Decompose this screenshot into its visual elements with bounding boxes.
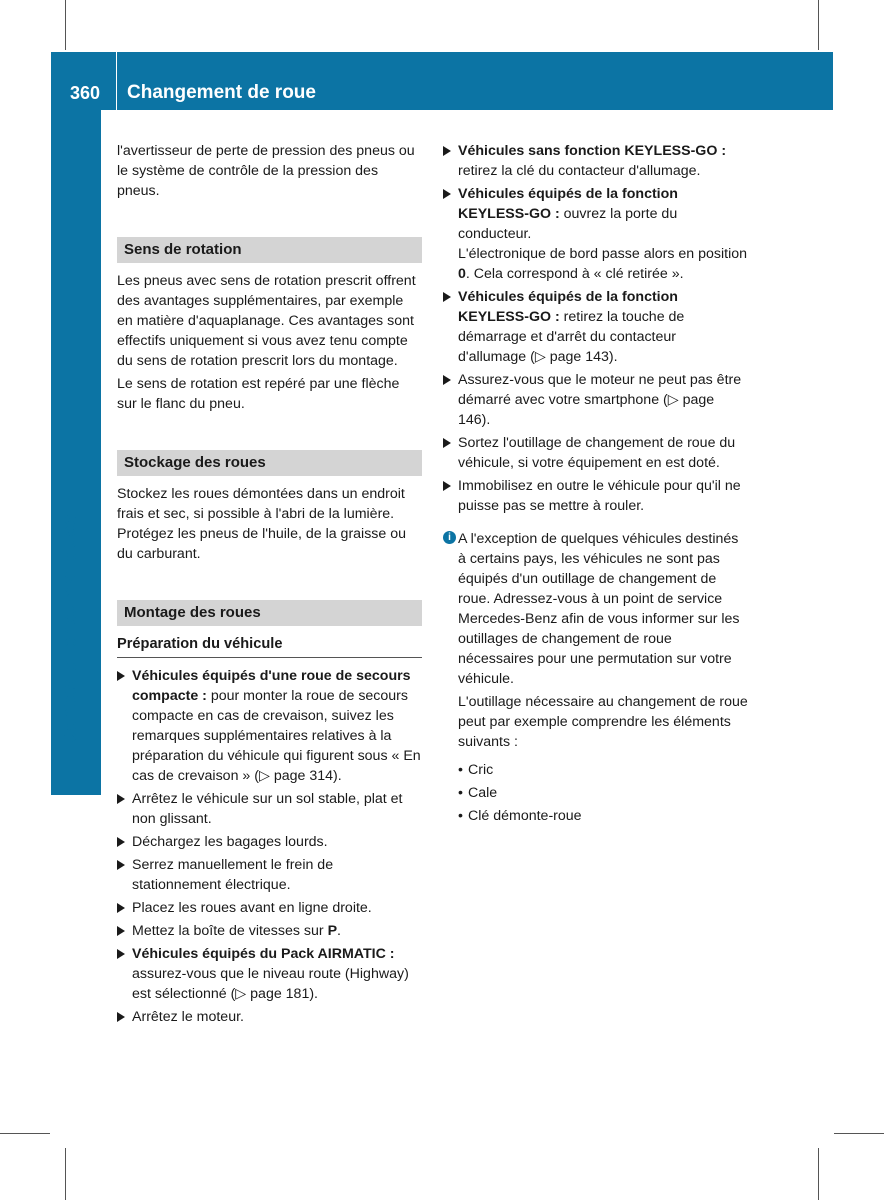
step-text: Immobilisez en outre le véhicule pour qu'il ne puisse pas se mettre à rouler. [458,478,741,514]
right-column [443,141,748,829]
step-bold: Véhicules équipés d'une roue de secours compacte : [132,668,411,704]
step-text: retirez la touche de démarrage et d'arrêt du contacteur d'allumage (▷ page 143). [458,309,685,365]
crop-mark [0,1133,50,1134]
step-item [443,184,748,284]
step-arrow-icon [117,903,125,913]
intro-paragraph: l'avertisseur de perte de pression des pneus ou le système de contrôle de la pression des pneus. [117,143,415,199]
section-heading: Sens de rotation [117,237,422,263]
crop-mark [818,0,819,50]
step-item [117,898,422,918]
step-arrow-icon [117,837,125,847]
step-arrow-icon [117,860,125,870]
step-item [117,855,422,895]
crop-mark [65,0,66,50]
tool-list [443,760,748,826]
step-item [117,832,422,852]
step-arrow-icon [117,1012,125,1022]
step-text: Mettez la boîte de vitesses sur [132,923,328,939]
paragraph: Stockez les roues démontées dans un endroit frais et sec, si possible à l'abri de la lumière. Protégez les pneus de l'huile, de la graisse ou du carburant. [117,486,407,562]
side-tab-label: Jantes et pneumatiques [59,514,81,742]
step-text: . Cela correspond à « clé retirée ». [465,266,684,282]
step-bold: Véhicules équipés de la fonction KEYLESS-GO : [458,186,678,222]
step-text: retirez la clé du contacteur d'allumage. [458,163,701,179]
step-arrow-icon [443,481,451,491]
step-text: . [337,923,341,939]
step-arrow-icon [443,375,451,385]
step-item [117,921,422,941]
left-column [117,141,422,1030]
paragraph: Le sens de rotation est repéré par une flèche sur le flanc du pneu. [117,376,400,412]
step-arrow-icon [117,926,125,936]
subsection-heading: Préparation du véhicule [117,634,422,658]
list-item: • Cale [458,783,748,803]
crop-mark [834,1133,884,1134]
step-text: ouvrez la porte du conducteur. [458,206,678,242]
list-item: • Cric [458,760,748,780]
section-heading: Stockage des roues [117,450,422,476]
step-bold: Véhicules équipés du Pack AIRMATIC : [132,946,395,962]
step-bold: 0 [458,266,466,282]
step-text: Arrêtez le véhicule sur un sol stable, plat et non glissant. [132,791,403,827]
paragraph: Les pneus avec sens de rotation prescrit offrent des avantages supplémentaires, par exemple en matière d'aquaplanage. Ces avantages sont effectifs uniquement si vous avez tenu compte du sens de rotation prescrit lors du montage. [117,273,416,369]
list-item: • Clé démonte-roue [458,806,748,826]
step-bold: Véhicules sans fonction KEYLESS-GO : [458,143,727,159]
step-text: Arrêtez le moteur. [132,1009,244,1025]
step-item [117,666,422,786]
step-bold: Véhicules équipés de la fonction KEYLESS-GO : [458,289,678,325]
step-text: Serrez manuellement le frein de stationnement électrique. [132,857,334,893]
step-item [117,944,422,1004]
crop-mark [818,1148,819,1200]
section-heading: Montage des roues [117,600,422,626]
step-item [443,287,748,367]
step-text: Placez les roues avant en ligne droite. [132,900,372,916]
step-text: L'électronique de bord passe alors en position [458,246,748,262]
step-arrow-icon [443,189,451,199]
step-item [117,1007,422,1027]
step-item [443,141,748,181]
step-text: Sortez l'outillage de changement de roue du véhicule, si votre équipement en est doté. [458,435,736,471]
crop-mark [65,1148,66,1200]
step-text: pour monter la roue de secours compacte en cas de crevaison, suivez les remarques supplémentaires relatives à la préparation du véhicule qui figurent sous « En cas de crevaison » (▷ page 314). [132,688,421,784]
info-paragraph: A l'exception de quelques véhicules destinés à certains pays, les véhicules ne sont pas équipés d'un outillage de changement de roue. Adressez-vous à un point de service Mercedes-Benz afin de vous informer sur les outillages de changement de roue nécessaires pour une permutation sur votre véhicule. [458,531,740,687]
info-note [443,529,748,752]
step-item [443,370,748,430]
step-item [443,433,748,473]
page-number: 360 [70,83,101,103]
step-arrow-icon [117,671,125,681]
step-text: Déchargez les bagages lourds. [132,834,328,850]
step-arrow-icon [443,292,451,302]
info-paragraph: L'outillage nécessaire au changement de roue peut par exemple comprendre les éléments suivants : [458,694,748,750]
step-text: Assurez-vous que le moteur ne peut pas être démarré avec votre smartphone (▷ page 146). [458,372,742,428]
step-arrow-icon [443,438,451,448]
step-text: assurez-vous que le niveau route (Highway) est sélectionné (▷ page 181). [132,966,409,1002]
step-arrow-icon [117,949,125,959]
header-divider [116,52,117,110]
step-bold: P [327,923,338,939]
step-item [443,476,748,516]
page-title: Changement de roue [127,82,316,103]
step-arrow-icon [443,146,451,156]
info-icon: i [443,531,456,544]
step-arrow-icon [117,794,125,804]
step-item [117,789,422,829]
